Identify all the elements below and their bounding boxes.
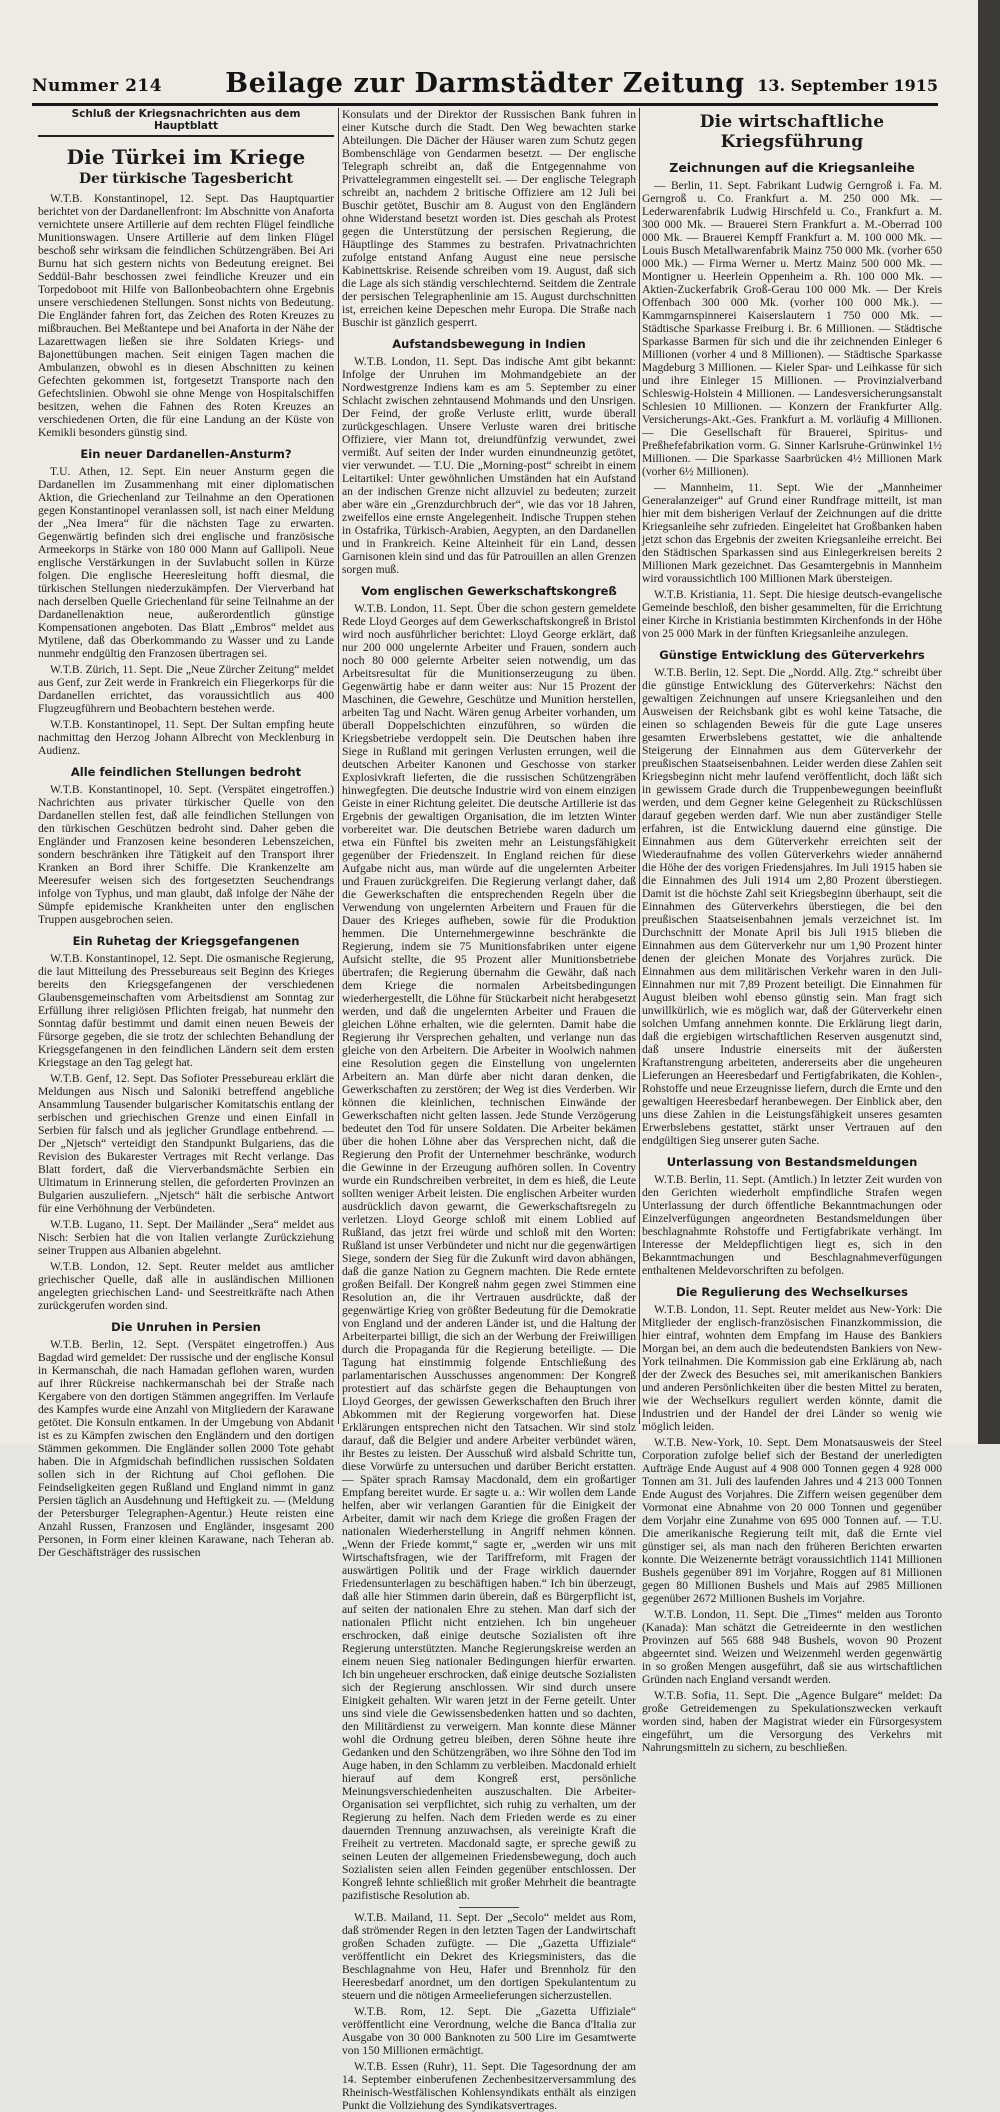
article-paragraph: T.U. Athen, 12. Sept. Ein neuer Ansturm gegen die Dardanellen im Zusammenhang mit einer diplomatischen Aktion, die Griechenland zur Teilnahme an den Operationen gegen Konstantinopel veranlassen soll, ist nach einer Meldung der „Nea Imera“ für die nächsten Tage zu erwarten. Gegenwärtig befinden sich drei englische und französische Armeekorps in Stärke von 180 000 Mann auf Gallipoli. Neue englische Verstärkungen in der Suvlabucht sollen in Kürze folgen. Die englische Heeresleitung hofft diesmal, die türkischen Stellungen niederzukämpfen. Der Vierverband hat nach derselben Quelle Griechenland für seine Teilnahme an der Dardanellenaktion neue, außerordentlich günstige Kompensationen angeboten. Das Blatt „Embros“ meldet aus Mytilene, daß das Oberkommando zu Wasser und zu Lande nunmehr endgültig den Franzosen übertragen sei.: [38, 465, 334, 660]
article-paragraph: W.T.B. Sofia, 11. Sept. Die „Agence Bulgare“ meldet: Da große Getreidemengen zu Spekulationszwecken verkauft worden sind, haben der Magistrat wieder ein Fürsorgesystem eingeführt, um die Versorgung des Verkehrs mit Nahrungsmitteln zu sichern, zu beschließen.: [642, 1689, 942, 1754]
article-headline: Die Unruhen in Persien: [111, 1320, 261, 1334]
article-headline: Unterlassung von Bestandsmeldungen: [666, 1155, 918, 1169]
article-headline: Vom englischen Gewerkschaftskongreß: [361, 584, 617, 598]
separator: [459, 1907, 519, 1908]
issue-date: 13. September 1915: [757, 76, 938, 95]
masthead-rule: [32, 103, 938, 106]
article-paragraph: W.T.B. London, 11. Sept. Reuter meldet aus New-York: Die Mitglieder der englisch-französischen Finanzkommission, die hier eintraf, wohnten dem Empfang im Hause des Bankiers Morgan bei, an dem auch die bedeutendsten Bankiers von New-York teilnahmen. Die Kommission gab eine Erklärung ab, nach der der Zweck des Besuches sei, mit amerikanischen Bankiers und anderen Persönlichkeiten über die besten Mittel zu beraten, wie der Wechselkurs reguliert werden könnte, damit die Industrien und der Handel der drei Länder so wenig wie möglich leiden.: [642, 1303, 942, 1433]
newspaper-title: Beilage zur Darmstädter Zeitung: [225, 68, 745, 99]
article-paragraph: — Mannheim, 11. Sept. Wie der „Mannheimer Generalanzeiger“ auf Grund einer Rundfrage mitteilt, ist man hier mit dem bisherigen Verlauf der Zeichnungen auf die dritte Kriegsanleihe sehr zufrieden. Eingeleitet hat Großbanken haben jetzt schon das Ergebnis der zweiten Kriegsanleihe erreicht. Bei den Städtischen Sparkassen sind aus Einlegerkreisen bereits 2 Millionen Mark gezeichnet. Das Gesamtergebnis in Mannheim wird voraussichtlich 100 Millionen Mark übersteigen.: [642, 481, 942, 585]
section-kicker: Schluß der Kriegsnachrichten aus dem Hauptblatt: [38, 108, 334, 137]
issue-number: Nummer 214: [32, 76, 163, 96]
column-divider: [639, 108, 640, 1424]
article-paragraph: W.T.B. Essen (Ruhr), 11. Sept. Die Tagesordnung der am 14. September einberufenen Zechenbesitzerversammlung des Rheinisch-Westfälischen Kohlensyndikats enthält als einzigen Punkt die Vollziehung des Syndikatsvertrages.: [342, 2060, 636, 2112]
article-paragraph: W.T.B. Mailand, 11. Sept. Der „Secolo“ meldet aus Rom, daß strömender Regen in den letzten Tagen der Landwirtschaft großen Schaden zufügte. — Die „Gazetta Uffiziale“ veröffentlicht ein Dekret des Kriegsministers, das die Beschlagnahme von Heu, Hafer und Brennholz für den Heeresbedarf anordnet, um den dortigen Spekulantentum zu steuern und die nötigen Armeelieferungen sicherzustellen.: [342, 1911, 636, 2002]
article-subheadline: Zeichnungen auf die Kriegsanleihe: [669, 160, 915, 175]
column-divider: [338, 108, 339, 1424]
article-headline: Aufstandsbewegung in Indien: [392, 337, 586, 351]
article-headline: Alle feindlichen Stellungen bedroht: [70, 765, 302, 779]
article-headline: Die Türkei im Kriege: [66, 145, 306, 169]
article-paragraph: Konsulats und der Direktor der Russischen Bank fuhren in einer Kutsche durch die Stadt. Den Weg bewachten starke Abteilungen. Die Dächer der Häuser waren zum Schutz gegen Bombenschläge von Gendarmen besetzt. — Der englische Telegraph schreibt an, daß die Entgegennahme von Privattelegrammen eingestellt sei. — Der englische Telegraph schreibt an, nachdem 2 britische Offiziere am 12 Juli bei Buschir getötet, Buschir am 8. August von den Engländern ohne Widerstand besetzt worden ist. Dies geschah als Protest gegen die Unterstützung der persischen Regierung, die Häuptlinge des Stammes zu bestrafen. Privatnachrichten zufolge entstand Anfang August eine neue persische Kabinettskrise. Reisende schreiben vom 19. August, daß sich die Lage als sich ständig verschlechternd. Seitdem die Zentrale der persischen Telegraphenlinie am 15. August durchschnitten ist, erreichen keine Depeschen mehr Europa. Die Straße nach Buschir ist gänzlich gesperrt.: [342, 108, 636, 329]
article-paragraph: W.T.B. Konstantinopel, 12. Sept. Die osmanische Regierung, die laut Mitteilung des Pressebureaus seit Beginn des Krieges bereits den Kriegsgefangenen der verschiedenen Glaubensgemeinschaften vom Arbeitsdienst am Sonntag zur Erfüllung ihrer religiösen Pflichten freigab, hat nunmehr den Sonntag dafür bestimmt und damit einen neuen Beweis der Fürsorge gegeben, die sie trotz der schlechten Behandlung der Kriegsgefangenen in den feindlichen Ländern seit dem ersten Kriegstage an den Tag gelegt hat.: [38, 952, 334, 1069]
article-headline: Ein neuer Dardanellen-Ansturm?: [80, 447, 292, 461]
article-headline: Die Regulierung des Wechselkurses: [676, 1285, 908, 1299]
article-paragraph: W.T.B. Rom, 12. Sept. Die „Gazetta Uffiziale“ veröffentlicht eine Verordnung, welche die Banca d'Italia zur Ausgabe von 30 000 Banknoten zu 500 Lire im Gesamtwerte von 150 Millionen ermächtigt.: [342, 2005, 636, 2057]
article-paragraph: W.T.B. Kristiania, 11. Sept. Die hiesige deutsch-evangelische Gemeinde beschloß, den bisher gesammelten, für die Errichtung einer Kirche in Kristiania bestimmten Kirchenfonds in der Höhe von 25 000 Mark in der fünften Kriegsanleihe anzulegen.: [642, 588, 942, 640]
article-headline: Günstige Entwicklung des Güterverkehrs: [659, 648, 925, 662]
article-subheadline: Der türkische Tagesbericht: [79, 171, 293, 187]
binding-edge: [978, 0, 1000, 1444]
article-paragraph: — Berlin, 11. Sept. Fabrikant Ludwig Gerngroß i. Fa. M. Gerngroß u. Co. Frankfurt a. M. 250 000 Mk. — Lederwarenfabrik Ludwig Hirschfeld u. Co., Frankfurt a. M. 300 000 Mk. — Brauerei Stern Frankfurt a. M.-Oberrad 100 000 Mk. — Brauerei Kempff Frankfurt a. M. 100 000 Mk. — Louis Busch Metallwarenfabrik Mainz 750 000 Mk. (vorher 650 000 Mk.) — Firma Werner u. Mertz Mainz 500 000 Mk. — Montigner u. Heerlein Oppenheim a. Rh. 100 000 Mk. — Aktien-Zuckerfabrik Groß-Gerau 100 000 Mk. — Der Kreis Offenbach 300 000 Mk. (vorher 100 000 Mk.). — Kammgarnspinnerei Kaiserslautern 1 750 000 Mk. — Städtische Sparkasse Freiburg i. Br. 6 Millionen. — Städtische Sparkasse Barmen für sich und die ihr zeichnenden Einleger 6 Millionen (vorher 4 und 8 Millionen). — Städtische Sparkasse Magdeburg 3 Millionen. — Kieler Spar- und Leihkasse für sich und ihre Einleger 15 Millionen. — Provinzialverband Schleswig-Holstein 4 Millionen. — Landesversicherungsanstalt Schlesien 10 Millionen. — Konzern der Frankfurter Allg. Versicherungs-Akt.-Ges. Frankfurt a. M. vorläufig 4 Millionen. — Die Gesellschaft für Brauerei, Spiritus- und Preßhefefabrikation vorm. G. Sinner Karlsruhe-Grünwinkel 1½ Millionen. — Die Sparkasse Saarbrücken 4½ Millionen Mark (vorher 6½ Millionen).: [642, 179, 942, 478]
article-paragraph: W.T.B. Zürich, 11. Sept. Die „Neue Zürcher Zeitung“ meldet aus Genf, zur Zeit werde in Frankreich ein Fliegerkorps für die Dardanellen errichtet, das voraussichtlich aus 400 Flugzeugführern und Beobachtern bestehen werde.: [38, 663, 334, 715]
article-paragraph: W.T.B. London, 12. Sept. Reuter meldet aus amtlicher griechischer Quelle, daß alle in ausländischen Millionen angelegten griechischen Land- und Seestreitkräfte nach Athen zurückgerufen worden sind.: [38, 1260, 334, 1312]
column-right: [642, 108, 942, 1754]
column-left: [38, 108, 334, 1559]
article-paragraph: W.T.B. Berlin, 12. Sept. (Verspätet eingetroffen.) Aus Bagdad wird gemeldet: Der russische und der englische Konsul in Kermanschah, die nach Hamadan geflohen waren, wurden auf ihrer Rückreise nachkermanschah bei der Straße nach Kergabere von den dortigen Stämmen angegriffen. Im Verlaufe des Kampfes wurde eine Anzahl von Mitgliedern der Karawane getötet. Die Konsuln entkamen. In der Umgebung von Abdanit ist es zu Kämpfen zwischen den Engländern und den dortigen Stämmen gekommen. Die Engländer sollen 2000 Tote gehabt haben. Die in Afgmidschah befindlichen russischen Soldaten sollen sich in der Richtung auf Choi geflohen. Die Feindseligkeiten gegen Rußland und England nimmt in ganz Persien täglich an Ausdehnung und Heftigkeit zu. — (Meldung der Petersburger Telegraphen-Agentur.) Heute reisten eine Anzahl Russen, Franzosen und Engländer, insgesamt 200 Personen, in Form einer kleinen Karawane, nach Teheran ab. Der Geschäftsträger des russischen: [38, 1338, 334, 1559]
article-paragraph: W.T.B. Konstantinopel, 12. Sept. Das Hauptquartier berichtet von der Dardanellenfront: Im Abschnitte von Anaforta vernichtete unsere Artillerie auf dem rechten Flügel feindliche Munitionswagen. Unsere Artillerie auf dem linken Flügel beschoß sehr wirksam die feindlichen Schützengräben. Bei Ari Burnu hat sich gestern nichts von Bedeutung ereignet. Bei Seddül-Bahr beschossen zwei feindliche Kreuzer und ein Torpedoboot mit Hilfe von Ballonbeobachtern ohne Ergebnis unsere verschiedenen Stellungen. Sonst nichts von Bedeutung. Die Engländer fahren fort, das Zeichen des Roten Kreuzes zu mißbrauchen. Bei Meßtantepe und bei Anaforta in der Nähe der Lazarettwagen ließen sie ihre Soldaten Kriegs- und Bajonettübungen machen. Seit einigen Tagen machen die Ambulanzen, obwohl es in diesen Abschnitten zu keinen Gefechten gekommen ist, fortgesetzt Transporte nach den Gefechtslinien. Obwohl sie ohne Menge von Hospitalschiffen besitzen, wehen die Fahnen des Roten Kreuzes an verschiedenen Orten, die für eine Landung an der Küste von Kemikli besonders günstig sind.: [38, 192, 334, 439]
article-paragraph: W.T.B. Konstantinopel, 10. Sept. (Verspätet eingetroffen.) Nachrichten aus privater türkischer Quelle von den Dardanellen stellen fest, daß alle feindlichen Stellungen von den türkischen Geschützen bedroht sind. Daher geben die Engländer und Franzosen keine besonderen Lebenszeichen, sondern beschränken ihre Tätigkeit auf den Transport ihrer Kranken an Bord ihrer Schiffe. Die Krankenzelte am Meeresufer weisen sich des fortgesetzten Seuchendrangs infolge von Typhus, und man glaubt, daß infolge der Nähe der Sümpfe epidemische Krankheiten unter den englischen Truppen ausgebrochen seien.: [38, 783, 334, 926]
article-headline: Die wirtschaftliche Kriegsführung: [699, 112, 885, 152]
article-paragraph: W.T.B. Konstantinopel, 11. Sept. Der Sultan empfing heute nachmittag den Herzog Johann Albrecht von Mecklenburg in Audienz.: [38, 718, 334, 757]
article-paragraph: W.T.B. Genf, 12. Sept. Das Sofioter Pressebureau erklärt die Meldungen aus Nisch und Saloniki betreffend angebliche Ansammlung Tausender bulgarischer Komitatschis entlang der serbischen und griechischen Grenze und einen Einfall in Serbien für falsch und als jeglicher Grundlage entbehrend. — Der „Njetsch“ verteidigt den Standpunkt Bulgariens, das die Revision des Bukarester Vertrages mit Recht verlange. Das Blatt fordert, daß die Vierverbandsmächte Serbien ein Ultimatum in Erinnerung stellen, die geforderten Provinzen an Bulgarien auszuliefern. „Njetsch“ hält die serbische Antwort für eine Verhöhnung der Verbündeten.: [38, 1072, 334, 1215]
article-paragraph: W.T.B. London, 11. Sept. Die „Times“ melden aus Toronto (Kanada): Man schätzt die Getreideernte in den westlichen Provinzen auf 565 688 948 Bushels, wovon 90 Prozent abgeerntet sind. Weizen und Weizenmehl werden gegenwärtig in so großen Mengen ausgeführt, daß sie aus wirtschaftlichen Gründen nach England versandt werden.: [642, 1608, 942, 1686]
article-paragraph: W.T.B. London, 11. Sept. Das indische Amt gibt bekannt: Infolge der Unruhen im Mohmandgebiete an der Nordwestgrenze Indiens kam es am 5. September zu einer Schlacht zwischen zehntausend Mohmands und den Unsrigen. Der Feind, der große Verluste erlitt, wurde überall zurückgeschlagen. Unsere Verluste waren drei britische Offiziere, vier Mann tot, dreiundfünfzig verwundet, zwei vermißt. Auf seiten der Inder wurden einundneunzig getötet, vier verwundet. — T.U. Die „Morning-post“ schreibt in einem Leitartikel: Unter gewöhnlichen Umständen hat ein Aufstand an der indischen Grenze nicht allzuviel zu bedeuten; zurzeit aber wäre ein „Grenzdurchbruch der“, wie das vor 18 Jahren, zweifellos eine ernste Angelegenheit. Indische Truppen stehen in Ostafrika, Türkisch-Arabien, Aegypten, an den Dardanellen und in Frankreich. Keine Alteinheit für ein Land, dessen Garnisonen klein sind und das für Patrouillen an allen Grenzen sorgen muß.: [342, 355, 636, 576]
article-paragraph: W.T.B. Berlin, 11. Sept. (Amtlich.) In letzter Zeit wurden von den Gerichten wiederholt empfindliche Strafen wegen Unterlassung der durch öffentliche Bekanntmachungen oder Einzelverfügungen angeordneten Bestandsmeldungen über beschlagnahmte Rohstoffe und Fertigfabrikate verhängt. Im Interesse der Meldepflichtigen liegt es, sich in den Bekanntmachungen und Beschlagnahmeverfügungen enthaltenen Meldevorschriften zu befolgen.: [642, 1173, 942, 1277]
article-headline: Ein Ruhetag der Kriegsgefangenen: [72, 934, 300, 948]
article-paragraph: W.T.B. New-York, 10. Sept. Dem Monatsausweis der Steel Corporation zufolge belief sich der Bestand der unerledigten Aufträge Ende August auf 4 908 000 Tonnen gegen 4 928 000 Tonnen am 31. Juli des laufenden Jahres und 4 213 000 Tonnen Ende August des Vorjahres. Die Ziffern weisen gegenüber dem Vormonat eine Abnahme von 20 000 Tonnen und gegenüber dem Vorjahr eine Zunahme von 695 000 Tonnen auf. — T.U. Die amerikanische Regierung teilt mit, daß die Ernte viel günstiger sei, als man nach den früheren Berichten erwarten konnte. Die Weizenernte beträgt voraussichtlich 1141 Millionen Bushels gegenüber 891 im Vorjahre, Roggen auf 81 Millionen gegen 80 Millionen Bushels und Mais auf 2985 Millionen gegenüber 2672 Millionen Bushels im Vorjahre.: [642, 1436, 942, 1605]
column-middle: [342, 108, 636, 2112]
masthead: [32, 68, 938, 102]
article-paragraph: W.T.B. Lugano, 11. Sept. Der Mailänder „Sera“ meldet aus Nisch: Serbien hat die von Italien verlangte Zurückziehung seiner Truppen aus Albanien abgelehnt.: [38, 1218, 334, 1257]
article-paragraph: W.T.B. Berlin, 12. Sept. Die „Nordd. Allg. Ztg.“ schreibt über die günstige Entwicklung des Güterverkehrs: Nächst den gewaltigen Zeichnungen auf unsere Kriegsanleihen und den Ausweisen der Reichsbank gibt es wohl keine Tatsache, die einen so schlagenden Beweis für die gute Lage unseres gesamten Erwerbslebens gestattet, wie die anhaltende Steigerung der Einnahmen aus dem Güterverkehr der preußischen Staatseisenbahnen. Leider werden diese Zahlen seit Kriegsbeginn nicht mehr laufend veröffentlicht, doch läßt sich in gewissem Grade durch die Truppenbewegungen beeinflußt werden, und dem Gegner keine Gelegenheit zu Rückschlüssen darauf gegeben werden darf. Wie nun aber zuständiger Stelle erfahren, ist die Entwicklung dauernd eine günstige. Die Einnahmen aus dem Güterverkehr erreichten seit der Wiederaufnahme des vollen Güterverkehrs wieder annähernd die Höhe der des vorigen Friedensjahres. Im Juli 1915 haben sie die Einnahmen des Juli 1914 um 2,80 Prozent überstiegen. Damit ist die höchste Zahl seit Kriegsbeginn überhaupt, seit die Einnahmen des Güterverkehrs überstiegen, die bei den preußischen Staatseisenbahnen jemals verzeichnet ist. Im Durchschnitt der Monate April bis Juli 1915 blieben die Einnahmen aus dem Güterverkehr nur um 1,90 Prozent hinter denen der gleichen Monate des Vorjahres zurück. Die Einnahmen aus dem militärischen Verkehr waren in den Juli-Einnahmen nur mit 7,89 Prozent beteiligt. Die Einnahmen für August bleiben wohl ebenso günstig sein. Man fragt sich unwillkürlich, wie es möglich war, daß der Güterverkehr einen solchen Umfang annehmen konnte. Die Erklärung liegt darin, daß die ergiebigen wirtschaftlichen Reserven ausgenutzt sind, daß unsere Industrie einerseits mit der äußersten Kraftanstrengung arbeiteten, andererseits aber die ungeheuren Lieferungen an Heeresbedarf und Fertigfabrikaten, die Kohlen-, Rohstoffe und neue Erzeugnisse liefern, durch die Ernte und den gewaltigen Heeresbedarf heranbewegen. Der Einblick aber, den uns diese Zahlen in die Leistungsfähigkeit unseres gesamten Erwerbslebens gestattet, stärkt unser Vertrauen auf den endgültigen Sieg unserer guten Sache.: [642, 666, 942, 1147]
article-paragraph: W.T.B. London, 11. Sept. Über die schon gestern gemeldete Rede Lloyd Georges auf dem Gewerkschaftskongreß in Bristol wird noch ausführlicher berichtet: Lloyd George erklärt, daß nur 200 000 ungelernte Arbeiter und Frauen, sondern auch noch 80 000 gelernte Arbeiter seien notwendig, um das Arbeitsresultat für die Munitionserzeugung zu üben. Gegenwärtig habe er dann weiter aus: Nur 15 Prozent der Maschinen, die Gewehre, Geschütze und Munition herstellen, arbeiten Tag und Nacht. Wären genug Arbeiter vorhanden, um überall Doppelschichten einzuführen, so würden die Kriegsbetriebe verdoppelt sein. Die Deutschen haben ihre Siege in Rußland mit geringen Verlusten errungen, weil die deutschen Arbeiter Kanonen und Geschosse von starker Explosivkraft lieferten, die die russischen Schützengräben hinwegfegten. Die deutsche Industrie wird von einem einzigen Geiste in einer Richtung geleitet. Die deutsche Artillerie ist das Ergebnis der gewaltigen Organisation, die im letzten Winter vorbereitet war. Die deutschen Betriebe waren dadurch um etwa ein Fünftel bis zweiten mehr an Leistungsfähigkeit gegenüber der Friedenszeit. In England reichen für diese Aufgabe nicht aus, man würde auf die ungelernten Arbeiter und Frauen zurückgreifen. Die Regierung verlangt daher, daß die Gewerkschaften die entsprechenden Regeln über die Verwendung von ungelernten Arbeitern und Frauen für die Dauer des Krieges aufheben, sowie für die Produktion hemmen. Die Unternehmergewinne beschränkte die Regierung, indem sie 75 Munitionsfabriken unter eigene Aufsicht stellte, die 95 Prozent aller Munitionsbetriebe übertrafen; die Regierung übernahm die Gewähr, daß nach dem Kriege die normalen Arbeitsbedingungen wiederhergestellt, die Löhne für Stückarbeit nicht herabgesetzt werden, und daß die ungelernten Arbeiter und Frauen die gleichen Löhne erhalten, wie die gelernten. Damit habe die Regierung ihr Versprechen gehalten, und verlange nun das gleiche von den Arbeitern. Die Arbeiter in Woolwich nahmen eine Resolution gegen die Einstellung von ungelernten Arbeitern an. Man dürfe aber nicht daran denken, die Gewerkschaften zu zerstören; der Weg ist dies Verderben. Wir können die kleinlichen, technischen Einwände der Gewerkschaften nicht gelten lassen. Jede Stunde Verzögerung bedeutet den Tod für unsere Soldaten. Die Arbeiter bekämen über die hohen Löhne aber das Versprechen nicht, daß die Regierung den Profit der Unternehmer beschränke, wodurch die Gewinne in der Erzeugung aufhören sollen. In Coventry wurde ein Rundschreiben verbreitet, in dem es hieß, die Leute sollten weniger Arbeit leisten. Die englischen Arbeiter wurden ausdrücklich davon gewarnt, die Gewerkschaftsregeln zu verletzen. Lloyd George schloß mit einem Loblied auf Rußland, das jetzt frei würde und schloß mit den Worten: Rußland ist unser Verbündeter und nicht nur die gegenwärtigen Siege, sondern der Sieg für die Zukunft wird davon abhängen, daß die ganze Nation zu Gegnern machten. Die Rede erntete großen Beifall. Der Kongreß nahm gegen zwei Stimmen eine Resolution an, die ihr Vertrauen ausdrückte, daß der gegenwärtige Krieg von größter Bedeutung für die Demokratie von England und der anderen Länder ist, und die Haltung der Arbeiterpartei billigt, die sich an der Werbung der Freiwilligen durch die Propaganda für die Regierung beteiligte. — Die Tagung hat einstimmig folgende Entschließung des parlamentarischen Ausschusses angenommen: Der Kongreß protestiert auf das schärfste gegen die Behauptungen von Lloyd Georges, der gewissen Gewerkschaften den Bruch ihrer Abkommen mit der Regierung vorgeworfen hat. Diese Erklärungen entsprechen nicht den Tatsachen. Wir sind stolz darauf, daß die Belgier und andere Arbeiter verbündet wären, ihr Bestes zu leisten. Der Ausschuß wird alsbald Schritte tun, diese Vorwürfe zu untersuchen und darüber Bericht erstatten. — Später sprach Ramsay Macdonald, dem ein großartiger Empfang bereitet wurde. Er sagte u. a.: Wir wollen dem Lande helfen, aber wir verlangen Garantien für die Einigkeit der Arbeiter, damit wir nach dem Kriege die großen Fragen der nationalen Wiederherstellung in Angriff nehmen können. „Wenn der Friede kommt,“ sagte er, „werden wir uns mit Wirtschaftsfragen, wie der Tariffreform, mit Fragen der auswärtigen Politik und der Frage wirklich dauernder Friedensunterlagen zu beschäftigen haben.“ Ich bin überzeugt, daß alle hier Stimmen darin überein, daß es Bürgerpflicht ist, auf seiten der nationalen Ehre zu stehen. Man darf sich der nationalen Pflicht nicht entziehen. Ich bin ungeheuer erschrocken, daß einige deutsche Sozialisten oft ihre Regierung unterstützten. Manche Regierungskreise werden an einem neuen Sieg nationaler Bedingungen hierfür erwarten. Ich bin ungeheuer erschrocken, daß einige deutsche Sozialisten sich der Regierung anschlossen. Wir sind durch unsere Einigkeit gehalten. Wir waren jetzt in der Ferne geteilt. Unter uns sind viele die Gewissensbedenken hatten und so dachten, den Militärdienst zu verweigern. Man konnte diese Männer wohl die Ordnung getreu bleiben, deren Söhne heute ihre Gedanken und den Schützengräben, wo ihre Söhne den Tod im Auge haben, in den Schlamm zu verbleiben. Macdonald erhielt hierauf auf dem Kongreß erst, persönliche Meinungsverschiedenheiten auszuschalten. Die Arbeiter-Organisation sei verpflichtet, sich ruhig zu verhalten, um der Regierung zu helfen. Nach dem Frieden werde es zu einer dauernden Trennung anzuwachsen, als vereinigte Kraft die Freiheit zu vertreten. Macdonald sagte, er spreche gewiß zu seinen Leuten der allgemeinen Friedensbewegung, doch auch Sozialisten seien allen Feinden gegenüber entschlossen. Der Kongreß lehnte schließlich mit großer Mehrheit die beantragte pazifistische Resolution ab.: [342, 602, 636, 1902]
